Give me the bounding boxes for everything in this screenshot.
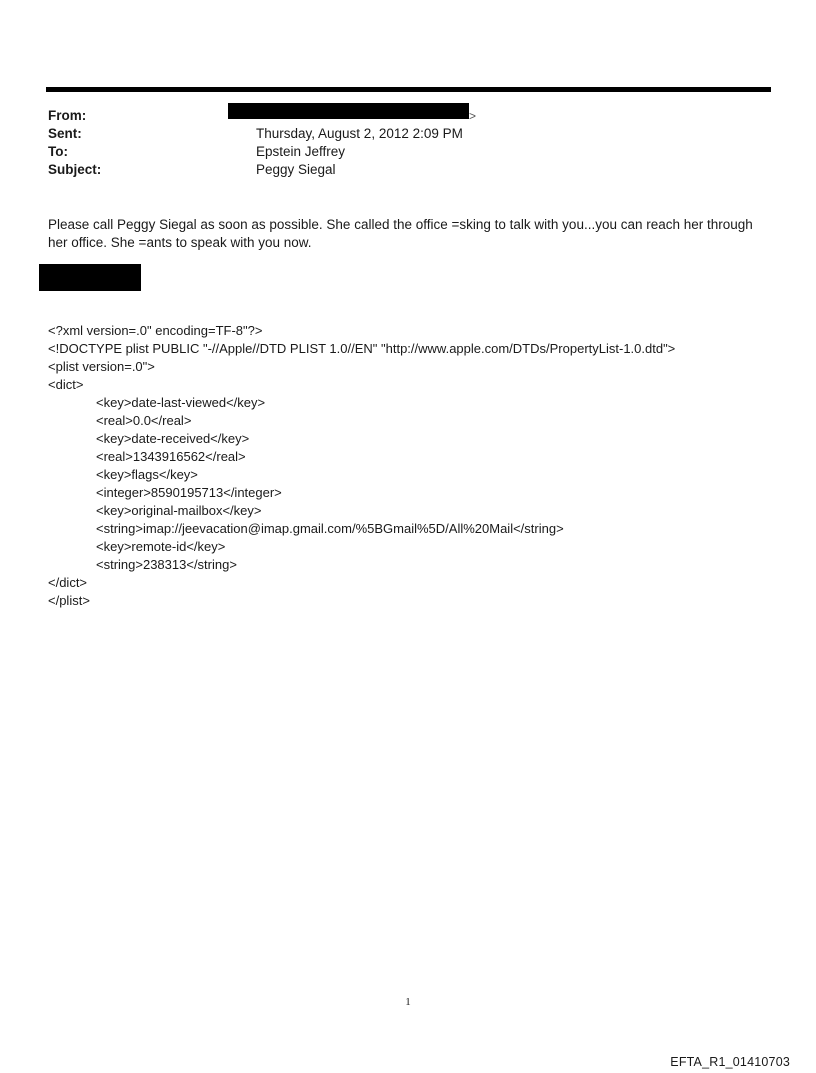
to-label: To: <box>48 144 68 159</box>
sent-label: Sent: <box>48 126 82 141</box>
xml-line: <string>238313</string> <box>96 557 237 572</box>
xml-line: <plist version=.0"> <box>48 359 155 374</box>
document-id: EFTA_R1_01410703 <box>670 1055 790 1069</box>
xml-line: <key>flags</key> <box>96 467 198 482</box>
subject-label: Subject: <box>48 162 102 177</box>
xml-line: <real>0.0</real> <box>96 413 192 428</box>
xml-line: <key>date-received</key> <box>96 431 250 446</box>
xml-line: <key>date-last-viewed</key> <box>96 395 266 410</box>
xml-line: <key>original-mailbox</key> <box>96 503 262 518</box>
xml-line: <key>remote-id</key> <box>96 539 226 554</box>
header-rule <box>46 87 771 92</box>
from-label: From: <box>48 108 87 123</box>
email-body: Please call Peggy Siegal as soon as possible. She called the office =sking to talk with you...you can reach her through her office. She =ants to speak with you now. <box>48 217 753 250</box>
redaction-from <box>228 103 469 119</box>
xml-line: <?xml version=.0" encoding=TF-8"?> <box>48 323 263 338</box>
xml-line: </plist> <box>48 593 90 608</box>
xml-line: <integer>8590195713</integer> <box>96 485 282 500</box>
page-number: 1 <box>405 996 411 1008</box>
redaction-signature <box>39 264 141 291</box>
xml-plist-block <box>48 322 675 610</box>
xml-line: <real>1343916562</real> <box>96 449 246 464</box>
xml-line: </dict> <box>48 575 88 590</box>
xml-line: <string>imap://jeevacation@imap.gmail.com/%5BGmail%5D/All%20Mail</string> <box>96 521 564 536</box>
xml-line: <dict> <box>48 377 84 392</box>
sent-value: Thursday, August 2, 2012 2:09 PM <box>256 126 463 141</box>
subject-value: Peggy Siegal <box>256 162 336 177</box>
from-trailing-bracket: > <box>469 109 477 123</box>
to-value: Epstein Jeffrey <box>256 144 346 159</box>
xml-line: <!DOCTYPE plist PUBLIC "-//Apple//DTD PLIST 1.0//EN" "http://www.apple.com/DTDs/PropertyList-1.0.dtd"> <box>48 341 676 356</box>
